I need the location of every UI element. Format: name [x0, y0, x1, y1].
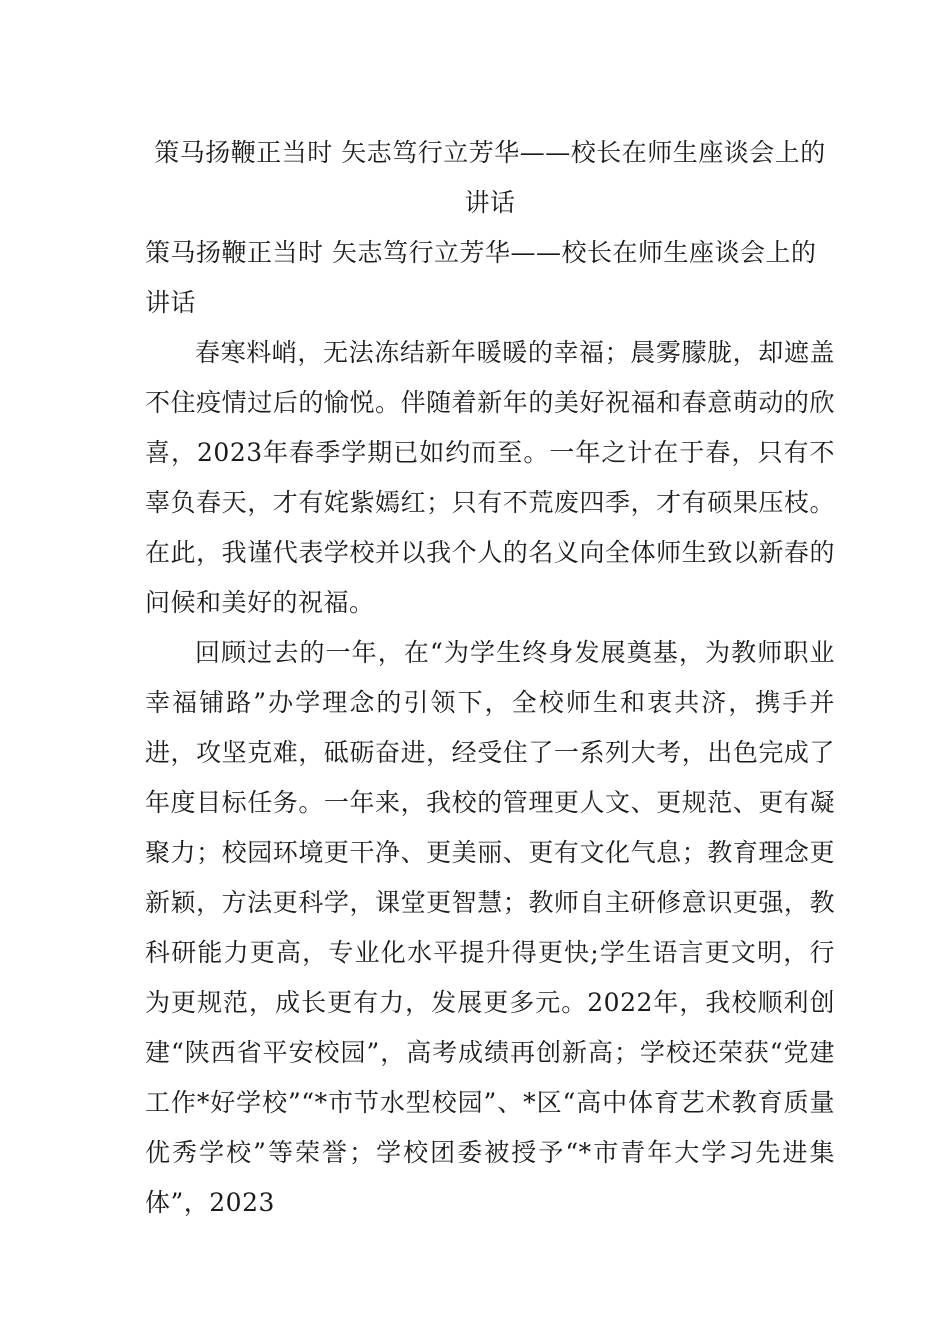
document-title: 策马扬鞭正当时 矢志笃行立芳华——校长在师生座谈会上的讲话	[154, 138, 826, 217]
paragraph-1: 春寒料峭，无法冻结新年暖暖的幸福；晨雾朦胧，却遮盖不住疫情过后的愉悦。伴随着新年的美好祝福和春意萌动的欣喜，2023年春季学期已如约而至。一年之计在于春，只有不辜负春天，才有姹紫嫣红；只有不荒废四季，才有硕果压枝。在此，我谨代表学校并以我个人的名义向全体师生致以新春的问候和美好的祝福。	[145, 338, 835, 617]
paragraph-2: 回顾过去的一年，在“为学生终身发展奠基，为教师职业幸福铺路”办学理念的引领下，全校师生和衷共济，携手并进，攻坚克难，砥砺奋进，经受住了一系列大考，出色完成了年度目标任务。一年来，我校的管理更人文、更规范、更有凝聚力；校园环境更干净、更美丽、更有文化气息；教育理念更新颖，方法更科学，课堂更智慧；教师自主研修意识更强，教科研能力更高，专业化水平提升得更快;学生语言更文明，行为更规范，成长更有力，发展更多元。2022年，我校顺利创建“陕西省平安校园”，高考成绩再创新高；学校还荣获“党建工作*好学校”“*市节水型校园”、*区“高中体育艺术教育质量优秀学校”等荣誉；学校团委被授予“*市青年大学习先进集体”，2023	[145, 638, 835, 1217]
document-subtitle: 策马扬鞭正当时 矢志笃行立芳华——校长在师生座谈会上的讲话	[145, 238, 817, 317]
document-page	[145, 128, 835, 1228]
